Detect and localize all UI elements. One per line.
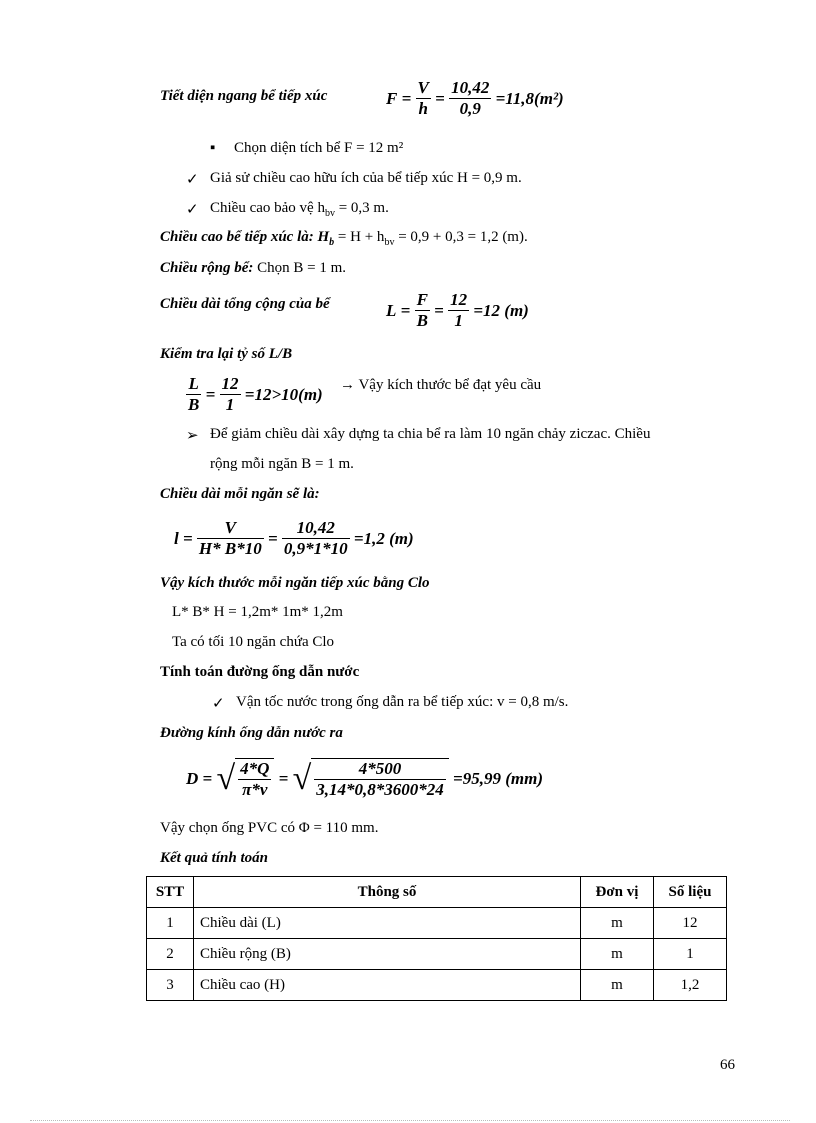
cell-stt: 2 [147,939,194,970]
compartment-length-heading: Chiều dài mỗi ngăn sẽ là: [160,486,320,502]
cell-unit: m [581,939,654,970]
cell-unit: m [581,908,654,939]
pipe-calc-heading: Tính toán đường ống dẫn nước [160,664,360,680]
tank-height-line: Chiều cao bể tiếp xúc là: $H_b = H + h_{bv} = 0,9 + 0,3 = 1,2$ (m). [160,229,528,248]
cell-parameter: Chiều rộng (B) [194,939,581,970]
cell-parameter: Chiều dài (L) [194,908,581,939]
table-header-row [147,877,727,908]
cell-stt: 3 [147,970,194,1001]
header-value: Số liệu [654,877,727,908]
area-choice: Chọn diện tích bể F = 12 m² [234,140,404,156]
compartment-count: Ta có tối 10 ngăn chứa Clo [172,634,335,650]
page-number: 66 [720,1057,735,1073]
zigzag-note-line1: Để giảm chiều dài xây dựng ta chia bể ra làm 10 ngăn chảy ziczac. Chiều [210,426,651,442]
cell-value: 12 [654,908,727,939]
pipe-conclusion: Vậy chọn ống PVC có Φ = 110 mm. [160,820,379,836]
cell-value: 1,2 [654,970,727,1001]
eq-result: 11,8(m²) [505,88,564,108]
cell-stt: 1 [147,908,194,939]
eq-lhs: F [386,88,398,108]
compartment-dimensions: L* B* H = 1,2m* 1m* 1,2m [172,604,343,620]
ratio-check-heading: Kiểm tra lại tỷ số L/B [160,346,293,362]
table-row [147,939,727,970]
total-length-heading: Chiều dài tổng cộng của bể [160,296,330,312]
fraction-values: $\frac{10,42}{0,9}$ [451,78,490,118]
header-stt: STT [147,877,194,908]
tank-width-line: Chiều rộng bể: Chọn B = 1 m. [160,260,346,276]
table-row [147,908,727,939]
header-unit: Đơn vị [581,877,654,908]
ratio-conclusion: → Vậy kích thước bể đạt yêu cầu [340,377,542,393]
results-table [146,876,727,1001]
cell-value: 1 [654,939,727,970]
pipe-diameter-equation: D = √ $\frac{4*Q}{\pi*v}$ = √ $\frac{4*500}{3,14*0,8*3600*24}$ = 95,99 (mm) [186,759,543,799]
ratio-equation: $\frac{L}{B}$ = $\frac{12}{1}$ = 12>10(m) [188,374,323,414]
header-parameter: Thông số [194,877,581,908]
useful-height: Giả sử chiều cao hữu ích của bể tiếp xúc H = 0,9 m. [210,170,522,186]
protective-height: Chiều cao bảo vệ $h_{bv} = 0,3$ m. [210,200,389,219]
cross-section-equation: F = $\frac{V}{h}$ = $\frac{10,42}{0,9}$ = 11,8(m²) [386,78,564,118]
compartment-size-heading: Vậy kích thước mỗi ngăn tiếp xúc bằng Clo [160,575,430,591]
pipe-diameter-heading: Đường kính ống dẫn nước ra [160,725,343,741]
cell-parameter: Chiều cao (H) [194,970,581,1001]
check-icon: ✓ [212,696,225,712]
arrowhead-bullet-icon: ➢ [186,428,199,444]
table-row [147,970,727,1001]
results-heading: Kết quả tính toán [160,850,268,866]
check-icon: ✓ [186,172,199,188]
compartment-length-equation: l = $\frac{V}{H* B*10}$ = $\frac{10,42}{0,9*1*10}$ = 1,2 (m) [174,518,414,558]
check-icon: ✓ [186,202,199,218]
zigzag-note-line2: rộng mỗi ngăn B = 1 m. [210,456,354,472]
flow-velocity: Vận tốc nước trong ống dẫn ra bể tiếp xúc: v = 0,8 m/s. [236,694,569,710]
footer-divider [30,1120,790,1121]
fraction-v-h: $\frac{V}{h}$ [417,78,429,118]
square-bullet-icon: ▪ [210,140,216,156]
cross-section-heading: Tiết diện ngang bể tiếp xúc [160,88,328,104]
total-length-equation: L = $\frac{F}{B}$ = $\frac{12}{1}$ = 12 (m) [386,290,529,330]
cell-unit: m [581,970,654,1001]
